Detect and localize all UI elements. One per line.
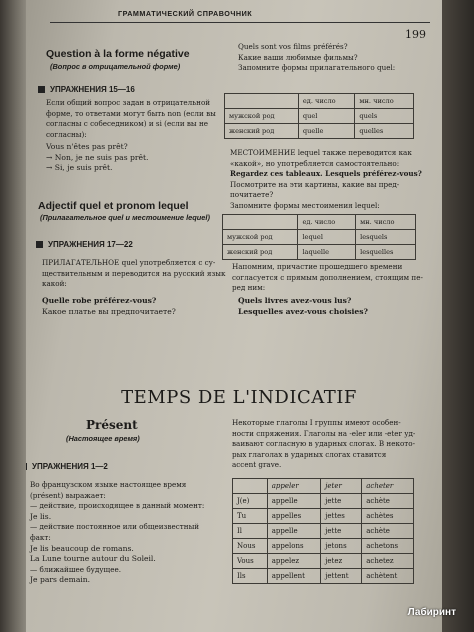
table-cell: achète: [362, 494, 414, 509]
text-line: форме, то ответами могут быть non (если вы: [46, 108, 216, 118]
header-rule: [50, 22, 430, 23]
conjugation-table: [232, 478, 414, 584]
table-cell: [233, 479, 268, 494]
table-cell: achetons: [362, 539, 414, 554]
table-cell: женский род: [225, 124, 299, 139]
table-cell: appelle: [267, 524, 320, 539]
text-line: Quels sont vos films préférés?: [238, 42, 348, 51]
present-subtitle: (Настоящее время): [66, 434, 140, 443]
rule-text-2: [42, 258, 232, 290]
text-line: Если общий вопрос задан в отрицательной: [46, 98, 211, 107]
table-row: [233, 524, 414, 539]
table-cell: Ils: [233, 569, 268, 584]
exercise-label-text: УПРАЖНЕНИЯ 17—22: [48, 240, 133, 249]
table-cell: jeter: [321, 479, 362, 494]
table-cell: appelez: [267, 554, 320, 569]
text-line: рых глаголах в ударных слогах ставится: [232, 449, 387, 459]
table-cell: [225, 94, 299, 109]
text-line: Напомним, причастие прошедшего времени: [232, 262, 403, 271]
table-cell: lequel: [298, 230, 356, 245]
text-line: — ближайшее будущее.: [30, 564, 122, 574]
table-row: [223, 245, 416, 260]
table-row: [233, 554, 414, 569]
text-line: Regardez ces tableaux. Lesquels préférez-vous?: [230, 169, 422, 179]
table-row: [223, 230, 416, 245]
table-cell: achètes: [362, 509, 414, 524]
text-line: accent grave.: [232, 460, 282, 470]
table-cell: lesquelles: [356, 245, 416, 260]
right-top-example: [238, 42, 428, 74]
pronoun-rule-text: [230, 148, 426, 212]
table-cell: achète: [362, 524, 414, 539]
example-line: Lesquelles avez-vous choisies?: [238, 306, 368, 316]
table-cell: quelles: [355, 124, 414, 139]
example-line: → Non, je ne suis pas prêt.: [46, 152, 149, 162]
text-line: Je lis.: [30, 511, 52, 521]
table-cell: мн. число: [356, 215, 416, 230]
text-line: Запомните формы прилагательного quel:: [238, 63, 396, 73]
table-cell: ед. число: [298, 215, 356, 230]
rule-text-1: [46, 98, 231, 140]
table-header-row: [223, 215, 416, 230]
text-line: «какой», но употребляется самостоятельно:: [230, 158, 400, 168]
table-cell: jettes: [321, 509, 362, 524]
table-cell: мн. число: [355, 94, 414, 109]
text-line: La Lune tourne autour du Soleil.: [30, 554, 156, 564]
page-number: 199: [405, 28, 426, 41]
table-cell: quel: [298, 109, 355, 124]
text-line: Je lis beaucoup de romans.: [30, 543, 134, 553]
text-line: почитаете?: [230, 190, 274, 200]
examples-2: [42, 296, 176, 317]
text-line: ПРИЛАГАТЕЛЬНОЕ quel употребляется с су-: [42, 258, 216, 267]
table-cell: мужской род: [225, 109, 299, 124]
table-cell: J(e): [233, 494, 268, 509]
example-line: Quelle robe préférez-vous?: [42, 296, 157, 305]
table-cell: appeler: [267, 479, 320, 494]
present-title: Présent: [86, 418, 138, 432]
lequel-forms-table: [222, 214, 416, 260]
exercise-label: [36, 240, 133, 249]
table-cell: lesquels: [356, 230, 416, 245]
exercise-label-text: УПРАЖНЕНИЯ 1—2: [32, 462, 108, 471]
table-cell: appelles: [267, 509, 320, 524]
table-cell: jetons: [321, 539, 362, 554]
text-line: согласуется с прямым дополнением, стоящим пе-: [232, 272, 423, 282]
text-line: факт:: [30, 532, 51, 542]
table-cell: appelle: [267, 494, 320, 509]
text-line: согласны):: [46, 129, 87, 139]
table-row: [233, 509, 414, 524]
watermark: Лабиринт: [407, 607, 456, 618]
table-cell: achètent: [362, 569, 414, 584]
chapter-title: TEMPS DE L'INDICATIF: [121, 387, 357, 408]
table-cell: ед. число: [298, 94, 355, 109]
table-cell: quels: [355, 109, 414, 124]
table-cell: jette: [321, 524, 362, 539]
table-row: [233, 539, 414, 554]
exercise-label-text: УПРАЖНЕНИЯ 15—16: [50, 85, 135, 94]
section-title-negative-question: Question à la forme négative: [46, 48, 190, 60]
table-cell: jette: [321, 494, 362, 509]
examples-1: [46, 142, 148, 174]
table-cell: Nous: [233, 539, 268, 554]
table-row: [233, 569, 414, 584]
exercise-square-icon: [36, 241, 43, 248]
section-title-quel-lequel: Adjectif quel et pronom lequel: [38, 200, 189, 212]
book-edge-left: [0, 0, 26, 632]
table-cell: Il: [233, 524, 268, 539]
verb-note-text: [232, 418, 428, 471]
table-cell: Tu: [233, 509, 268, 524]
table-row: [233, 494, 414, 509]
text-line: МЕСТОИМЕНИЕ lequel также переводится как: [230, 148, 412, 157]
text-line: ществительным и переводится на русский язык: [42, 268, 226, 278]
example-line: → Si, je suis prêt.: [46, 163, 113, 173]
example-line: Какое платье вы предпочитаете?: [42, 306, 176, 316]
text-line: ред ним:: [232, 283, 266, 293]
quel-forms-table: [224, 93, 414, 139]
table-cell: jetez: [321, 554, 362, 569]
table-cell: appelons: [267, 539, 320, 554]
section-subtitle-quel-lequel: (Прилагательное quel и местоимение lequel): [40, 213, 210, 222]
table-cell: acheter: [362, 479, 414, 494]
text-line: Какие ваши любимые фильмы?: [238, 52, 358, 62]
table-cell: Vous: [233, 554, 268, 569]
section-subtitle-negative-question: (Вопрос в отрицательной форме): [50, 62, 181, 71]
text-line: — действие постоянное или общеизвестный: [30, 522, 200, 532]
table-cell: appellent: [267, 569, 320, 584]
exercise-label: [26, 462, 108, 471]
book-page: [26, 0, 442, 632]
background-right: [442, 0, 474, 632]
text-line: Некоторые глаголы I группы имеют особен-: [232, 418, 401, 427]
text-line: ности спряжения. Глаголы на -eler или -eter уд-: [232, 428, 416, 438]
exercise-square-icon: [26, 463, 27, 470]
table-header-row: [233, 479, 414, 494]
text-line: Во французском языке настоящее время: [30, 480, 187, 489]
participle-rule-text: [232, 262, 428, 294]
present-body-text: [30, 480, 228, 586]
text-line: — действие, происходящее в данный момент:: [30, 501, 205, 511]
table-header-row: [225, 94, 414, 109]
text-line: Посмотрите на эти картины, какие вы пред-: [230, 179, 400, 189]
text-line: (présent) выражает:: [30, 490, 106, 500]
text-line: ваивают согласную в ударных слогах. В некото-: [232, 439, 416, 449]
table-cell: laquelle: [298, 245, 356, 260]
table-cell: женский род: [223, 245, 298, 260]
example-line: Quels livres avez-vous lus?: [238, 296, 352, 305]
table-cell: [223, 215, 298, 230]
table-cell: quelle: [298, 124, 355, 139]
text-line: Je pars demain.: [30, 575, 91, 585]
table-row: [225, 124, 414, 139]
text-line: какой:: [42, 279, 67, 289]
exercise-square-icon: [38, 86, 45, 93]
running-header: ГРАММАТИЧЕСКИЙ СПРАВОЧНИК: [118, 9, 253, 18]
participle-examples: [238, 296, 368, 317]
text-line: Запомните формы местоимения lequel:: [230, 200, 380, 210]
table-cell: jettent: [321, 569, 362, 584]
table-cell: мужской род: [223, 230, 298, 245]
example-line: Vous n'êtes pas prêt?: [46, 142, 128, 151]
table-cell: achetez: [362, 554, 414, 569]
table-row: [225, 109, 414, 124]
exercise-label: [38, 85, 135, 94]
text-line: согласны с собеседником) и si (если вы не: [46, 119, 208, 129]
